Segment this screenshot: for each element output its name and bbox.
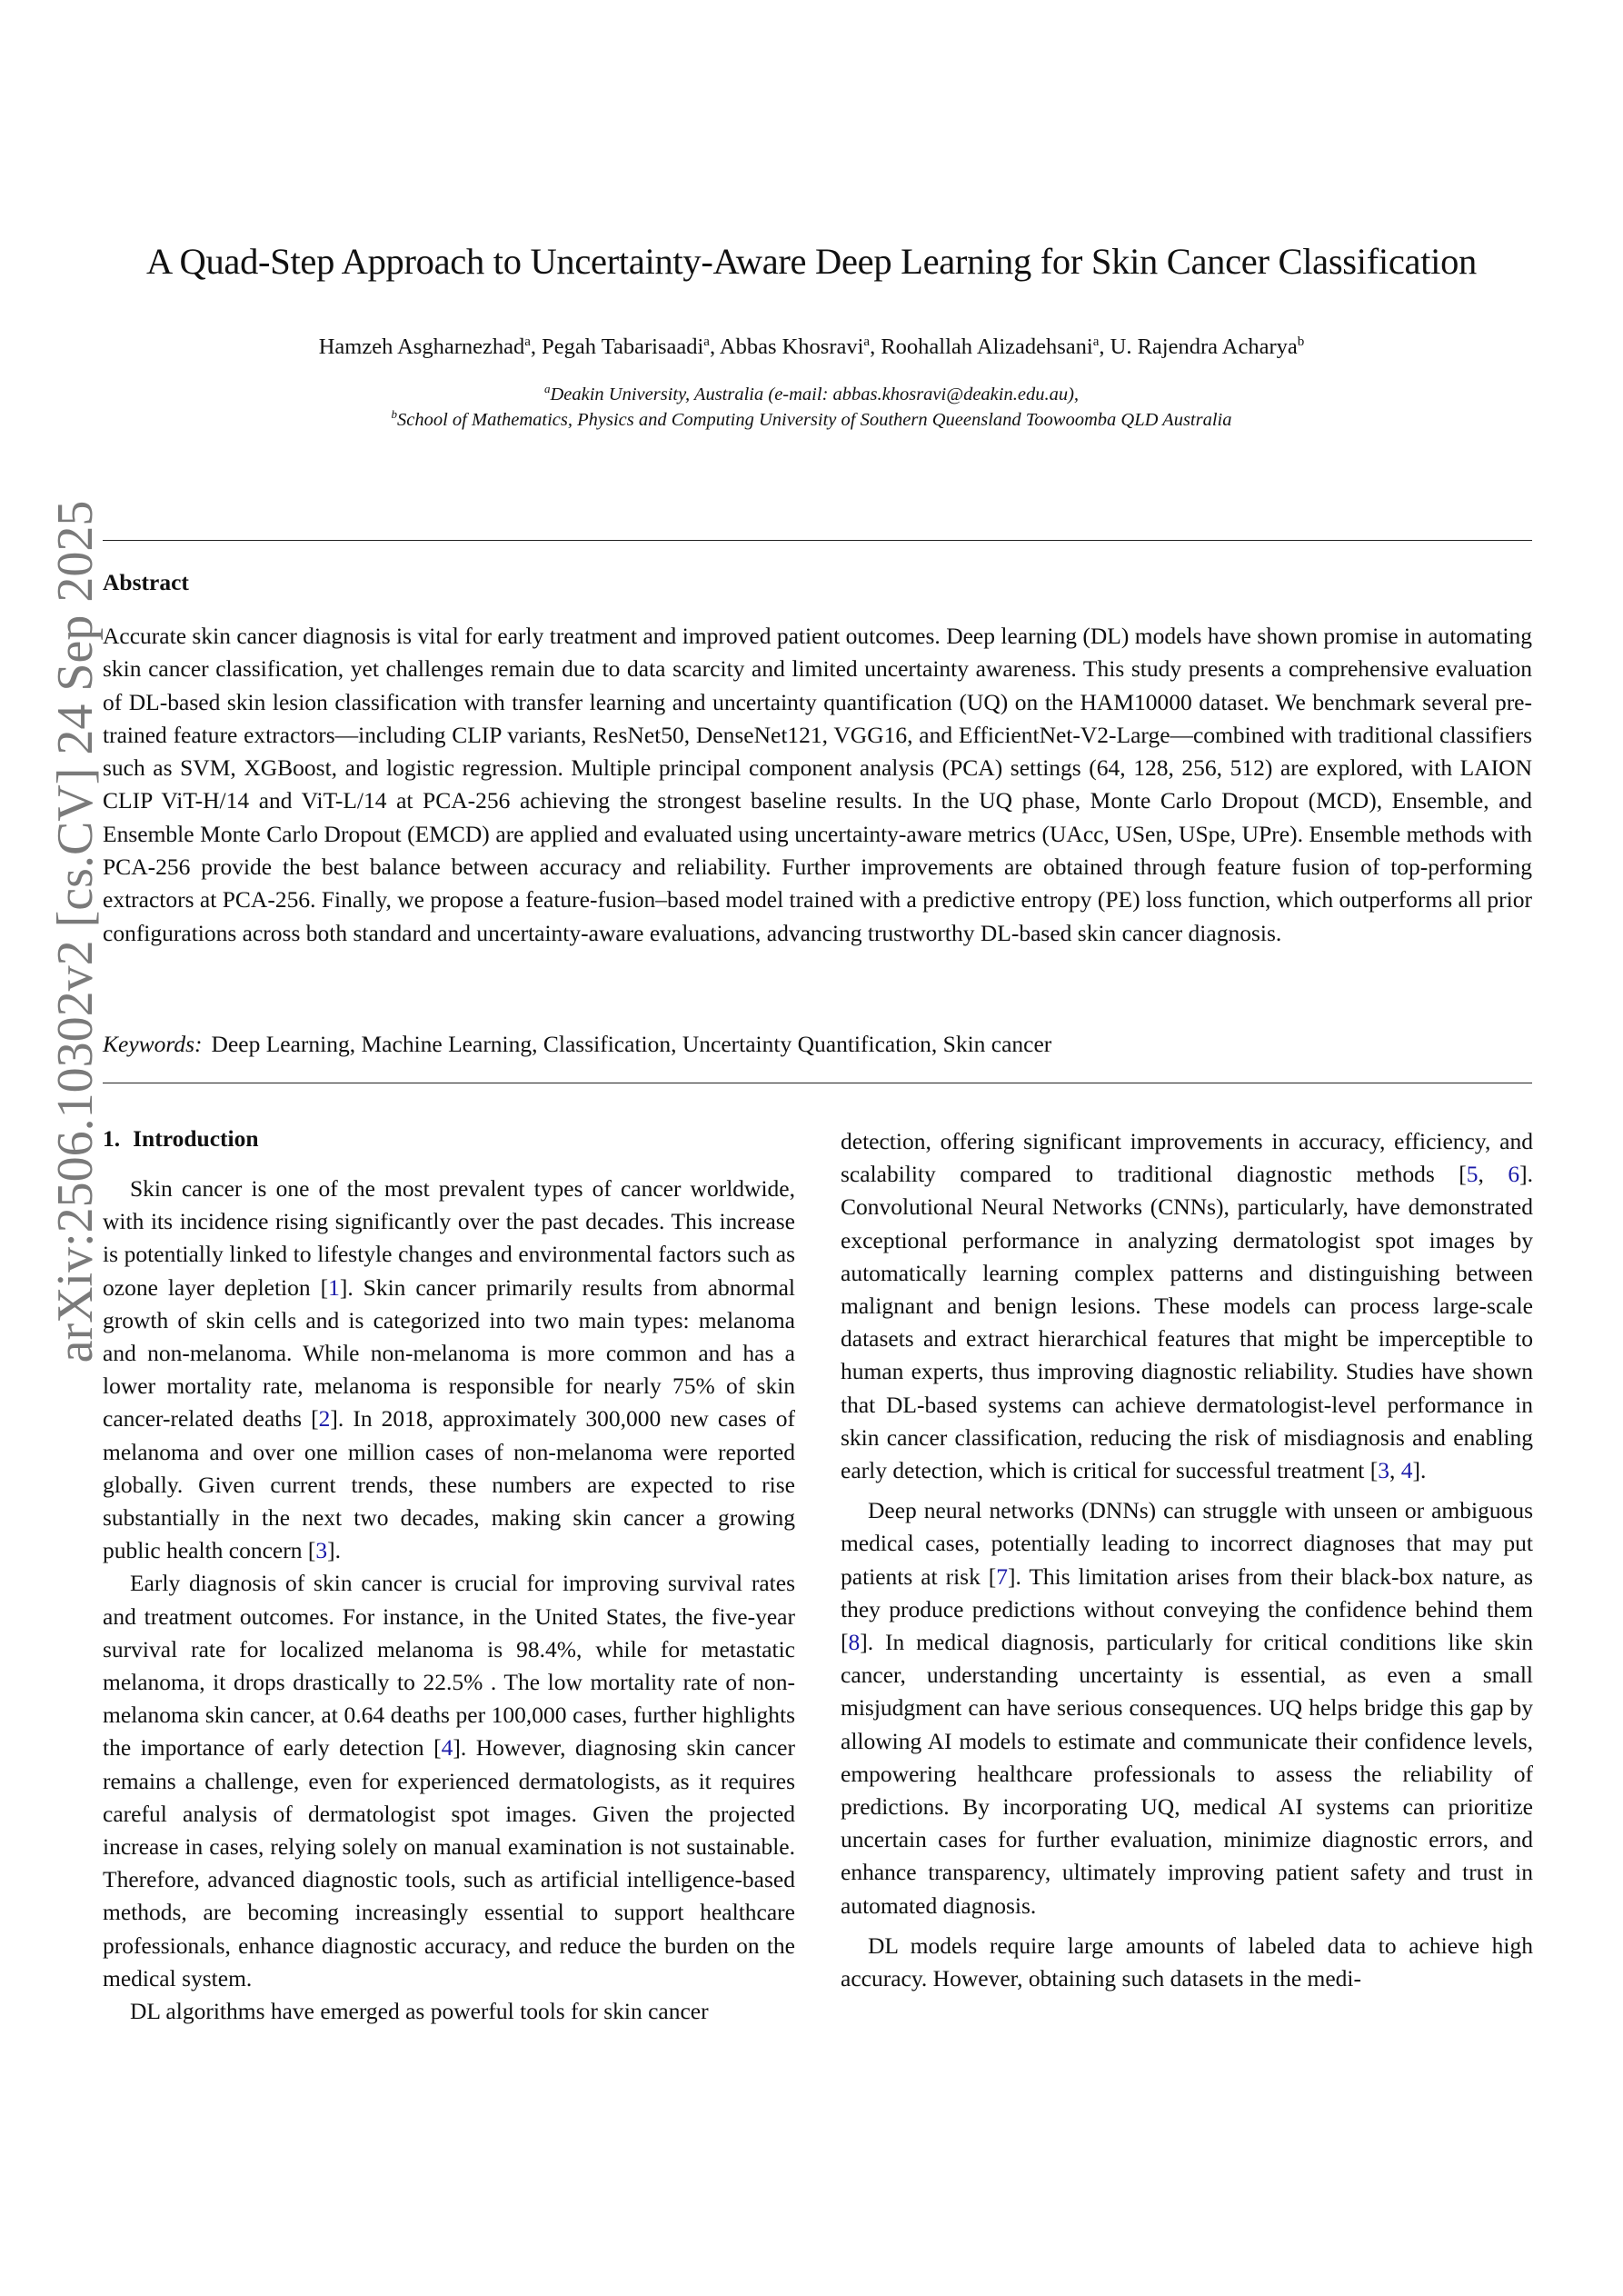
author-list: Hamzeh Asgharnezhad$^a$, Pegah Tabarisaadi$^a$, Abbas Khosravi$^a$, Roohallah Alizadehsani$^a$, U. Rajendra Acharya$^b$: [318, 334, 1305, 360]
keywords: [103, 1031, 1051, 1058]
citation-link[interactable]: 7: [996, 1562, 1008, 1590]
author-affiliation-mark: a: [1092, 334, 1100, 349]
author-name: U. Rajendra Acharya: [1110, 334, 1298, 360]
citation-link[interactable]: 6: [1508, 1161, 1520, 1188]
affiliation-text: School of Mathematics, Physics and Computing University of Southern Queensland Toowoomba QLD Australia: [397, 409, 1232, 430]
author: [1110, 334, 1305, 359]
affiliation-text: Deakin University, Australia (e-mail: abbas.khosravi@deakin.edu.au),: [550, 384, 1080, 404]
section-number: 1.: [103, 1125, 121, 1152]
section-title: Introduction: [133, 1125, 259, 1152]
paragraph: DL algorithms have emerged as powerful tools for skin cancer: [130, 1998, 709, 2025]
paragraph: Early diagnosis of skin cancer is crucial for improving survival rates and treatment outcomes. For instance, in the United States, the five-year survival rate for localized melanoma is 98.4%, while for metastatic melanoma, it drops drastically to 22.5% . The low mortality rate of non-melanoma skin cancer, at 0.64 deaths per 100,000 cases, further highlights the importance of early detection [4]. However, diagnosing skin cancer remains a challenge, even for experienced dermatologists, as it requires careful analysis of dermatologist spot images. Given the projected increase in cases, relying solely on manual examination is not sustainable. Therefore, advanced diagnostic tools, such as artificial intelligence-based methods, are becoming increasingly essential to support healthcare professionals, enhance diagnostic accuracy, and reduce the burden on the medical system.: [103, 1570, 795, 1992]
author-name: Abbas Khosravi: [719, 334, 864, 360]
citation-link[interactable]: 3: [1378, 1457, 1389, 1484]
author-name: Pegah Tabarisaadi: [542, 334, 704, 360]
citation-link[interactable]: 3: [315, 1537, 328, 1564]
keywords-text: Deep Learning, Machine Learning, Classification, Uncertainty Quantification, Skin cancer: [211, 1031, 1052, 1057]
left-column: [103, 1173, 795, 2028]
paper-title: A Quad-Step Approach to Uncertainty-Aware Deep Learning for Skin Cancer Classification: [145, 241, 1478, 282]
author-affiliation-mark: a: [703, 334, 710, 349]
author-affiliation-mark: b: [1297, 334, 1305, 349]
affiliation-a: [0, 382, 1623, 405]
abstract-heading: Abstract: [103, 569, 189, 595]
author-name: Hamzeh Asgharnezhad: [318, 334, 525, 360]
citation-link[interactable]: 4: [1400, 1457, 1413, 1484]
section-heading-introduction: [103, 1125, 259, 1153]
right-column: [841, 1125, 1533, 1995]
author: [720, 334, 870, 359]
author-affiliation-mark: a: [524, 334, 531, 349]
header-divider: [103, 540, 1532, 541]
citation-link[interactable]: 2: [318, 1405, 331, 1433]
author: [881, 334, 1099, 359]
author-name: Roohallah Alizadehsani: [881, 334, 1093, 360]
author: [542, 334, 710, 359]
affiliation-mark: a: [543, 382, 551, 395]
arxiv-stamp-text[interactable]: arXiv:2506.10302v2 [cs.CV] 24 Sep 2025: [47, 500, 104, 1363]
author: [319, 334, 531, 359]
citation-link[interactable]: 8: [848, 1629, 861, 1656]
citation-link[interactable]: 1: [328, 1273, 340, 1301]
citation-link[interactable]: 5: [1466, 1161, 1479, 1188]
paragraph: DL models require large amounts of labeled data to achieve high accuracy. However, obtaining such datasets in the medi-: [841, 1932, 1533, 1992]
abstract-text: Accurate skin cancer diagnosis is vital for early treatment and improved patient outcomes. Deep learning (DL) models have shown promise in automating skin cancer classification, yet challenges remain due to data scarcity and limited uncertainty awareness. This study presents a comprehensive evaluation of DL-based skin lesion classification with transfer learning and uncertainty quantification (UQ) on the HAM10000 dataset. We benchmark several pre-trained feature extractors—including CLIP variants, ResNet50, DenseNet121, VGG16, and EfficientNet-V2-Large—combined with traditional classifiers such as SVM, XGBoost, and logistic regression. Multiple principal component analysis (PCA) settings (64, 128, 256, 512) are explored, with LAION CLIP ViT-H/14 and ViT-L/14 at PCA-256 achieving the strongest baseline results. In the UQ phase, Monte Carlo Dropout (MCD), Ensemble, and Ensemble Monte Carlo Dropout (EMCD) are applied and evaluated using uncertainty-aware metrics (UAcc, USen, USpe, UPre). Ensemble methods with PCA-256 provide the best balance between accuracy and reliability. Further improvements are obtained through feature fusion of top-performing extractors at PCA-256. Finally, we propose a feature-fusion–based model trained with a predictive entropy (PE) loss function, which outperforms all prior configurations across both standard and uncertainty-aware evaluations, advancing trustworthy DL-based skin cancer diagnosis.: [103, 623, 1532, 946]
affiliation-b: [0, 407, 1623, 431]
paragraph: Deep neural networks (DNNs) can struggle with unseen or ambiguous medical cases, potentially leading to incorrect diagnoses that may put patients at risk [7]. This limitation arises from their black-box nature, as they produce predictions without conveying the confidence behind them [8]. In medical diagnosis, particularly for critical conditions like skin cancer, understanding uncertainty is essential, as even a small misjudgment can have serious consequences. UQ helps bridge this gap by allowing AI models to estimate and communicate their confidence levels, empowering healthcare professionals to assess the reliability of predictions. By incorporating UQ, medical AI systems can prioritize uncertain cases for further evaluation, minimize diagnostic errors, and enhance transparency, ultimately improving patient safety and trust in automated diagnosis.: [841, 1497, 1533, 1919]
affiliation-mark: b: [391, 407, 397, 421]
author-affiliation-mark: a: [863, 334, 871, 349]
paragraph: Skin cancer is one of the most prevalent types of cancer worldwide, with its incidence rising significantly over the past decades. This increase is potentially linked to lifestyle changes and environmental factors such as ozone layer depletion [1]. Skin cancer primarily results from abnormal growth of skin cells and is categorized into two main types: melanoma and non-melanoma. While non-melanoma is more common and has a lower mortality rate, melanoma is responsible for nearly 75% of skin cancer-related deaths [2]. In 2018, approximately 300,000 new cases of melanoma and over one million cases of non-melanoma were reported globally. Given current trends, these numbers are expected to rise substantially in the next two decades, making skin cancer a growing public health concern [3].: [103, 1175, 796, 1564]
paragraph: detection, offering significant improvements in accuracy, efficiency, and scalability compared to traditional diagnostic methods [5, 6]. Convolutional Neural Networks (CNNs), particularly, have demonstrated exceptional performance in analyzing dermatologist spot images by automatically learning complex patterns and distinguishing between malignant and benign lesions. These models can process large-scale datasets and extract hierarchical features that might be imperceptible to human experts, thus improving diagnostic reliability. Studies have shown that DL-based systems can achieve dermatologist-level performance in skin cancer classification, reducing the risk of misdiagnosis and enabling early detection, which is critical for successful treatment [3, 4].: [841, 1128, 1534, 1484]
citation-link[interactable]: 4: [441, 1734, 453, 1762]
keywords-label: Keywords:: [103, 1031, 203, 1057]
